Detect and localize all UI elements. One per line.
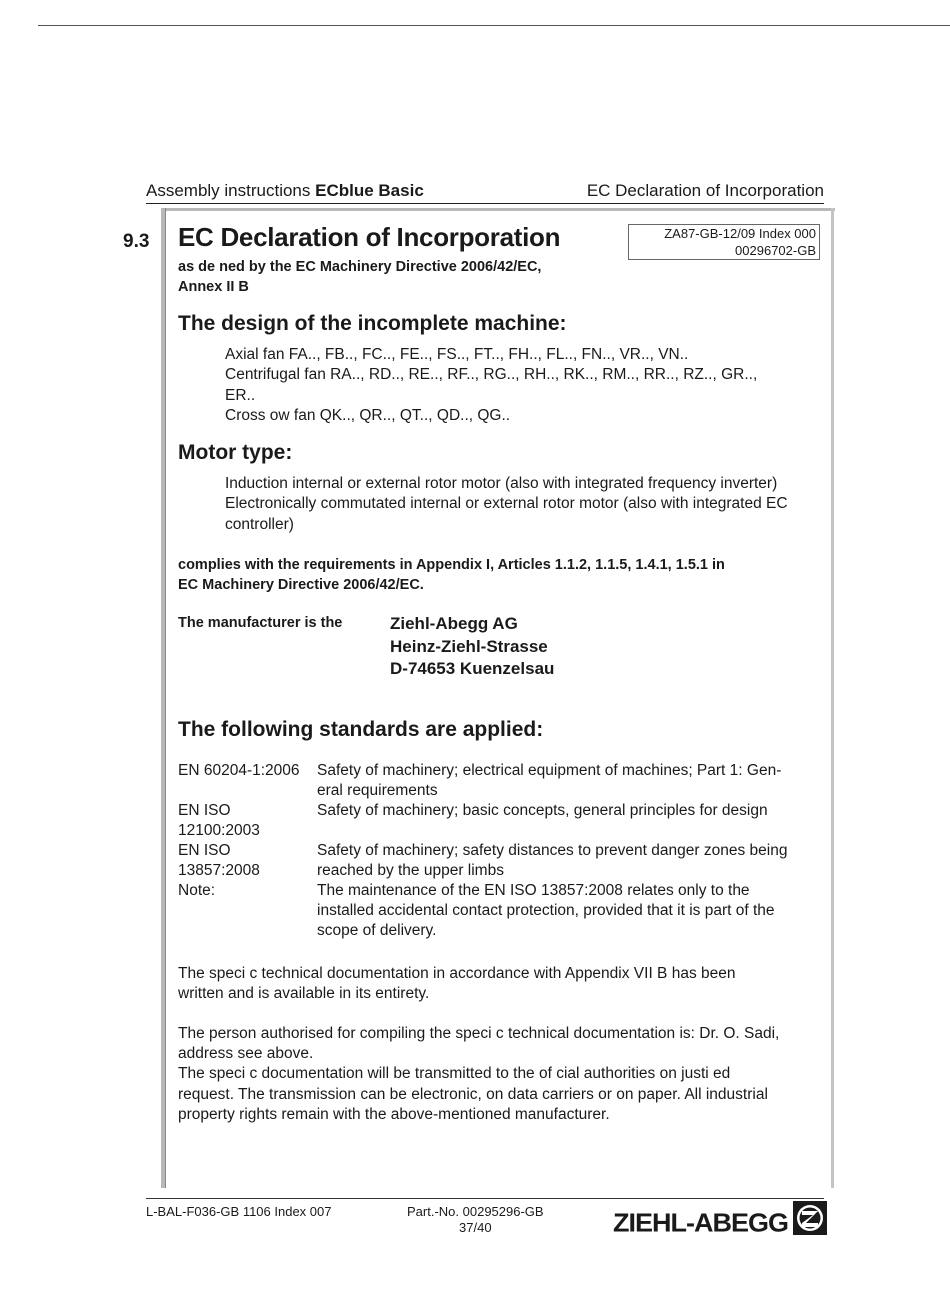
standards-table (178, 761, 828, 941)
standard-code (178, 781, 317, 801)
reference-number: 00296702-GB (735, 243, 816, 258)
standard-description: reached by the upper limbs (317, 862, 504, 879)
manufacturer-label: The manufacturer is the (178, 615, 343, 631)
page-header (146, 181, 824, 204)
design-line: Centrifugal fan RA.., RD.., RE.., RF.., RG.., RH.., RK.., RM.., RR.., RZ.., GR.., (225, 366, 758, 384)
header-prefix: Assembly instructions (146, 181, 316, 200)
standard-description: Safety of machinery; electrical equipment of machines; Part 1: Gen- (317, 762, 782, 779)
paragraph-line: request. The transmission can be electronic, on data carriers or on paper. All industrial (178, 1085, 768, 1103)
address-company: Ziehl-Abegg AG (390, 614, 518, 633)
standard-description: scope of delivery. (317, 922, 437, 939)
subtitle-line: Annex II B (178, 279, 249, 295)
footer-rule (146, 1198, 824, 1199)
ziehl-abegg-logo (613, 1200, 828, 1239)
logo-wordmark: ZIEHL-ABEGG (613, 1208, 788, 1238)
paragraph-line: property rights remain with the above-mentioned manufacturer. (178, 1105, 610, 1123)
design-line: Cross ow fan QK.., QR.., QT.., QD.., QG.. (225, 407, 511, 425)
section-number: 9.3 (123, 231, 150, 252)
footer-part-info (407, 1204, 544, 1236)
title-subtitle (178, 257, 541, 297)
paragraph-line: The speci c documentation will be transmitted to the of cial authorities on justi ed (178, 1065, 731, 1083)
standards-row (178, 881, 828, 901)
standards-row (178, 841, 828, 861)
standards-row (178, 861, 828, 881)
standard-code: EN 60204-1:2006 (178, 762, 300, 779)
standards-row (178, 801, 828, 821)
paragraph-line: address see above. (178, 1045, 314, 1063)
design-line: Axial fan FA.., FB.., FC.., FE.., FS.., FT.., FH.., FL.., FN.., VR.., VN.. (225, 346, 689, 363)
standard-code: EN ISO (178, 842, 231, 859)
frame-right-border (831, 208, 834, 1188)
frame-top-border (161, 208, 835, 211)
header-chapter-title: EC Declaration of Incorporation (586, 181, 824, 200)
address-street: Heinz-Ziehl-Strasse (390, 636, 548, 656)
footer-part-number: Part.-No. 00295296-GB (407, 1204, 544, 1219)
address-city: D-74653 Kuenzelsau (390, 659, 555, 678)
standard-description: Safety of machinery; safety distances to prevent danger zones being (317, 842, 788, 859)
reference-code: ZA87-GB-12/09 Index 000 (664, 226, 816, 241)
standard-description: The maintenance of the EN ISO 13857:2008 relates only to the (317, 882, 750, 899)
reference-box (628, 224, 820, 260)
standard-description: eral requirements (317, 782, 438, 799)
compliance-line: complies with the requirements in Appendix I, Articles 1.1.2, 1.1.5, 1.4.1, 1.5.1 in (178, 557, 725, 573)
motor-line: Induction internal or external rotor motor (also with integrated frequency inverter) (225, 475, 778, 492)
standards-row (178, 921, 828, 941)
motor-line: controller) (225, 515, 294, 533)
standard-description: installed accidental contact protection, provided that it is part of the (317, 902, 775, 919)
documentation-paragraph (178, 964, 826, 1004)
footer-document-reference: L-BAL-F036-GB 1106 Index 007 (146, 1204, 332, 1219)
standard-code: EN ISO (178, 802, 231, 819)
standards-row (178, 821, 828, 841)
motor-line: Electronically commutated internal or external rotor motor (also with integrated EC (225, 495, 788, 513)
standard-code: 12100:2003 (178, 822, 260, 839)
top-rule (38, 25, 950, 26)
motor-list (225, 474, 830, 535)
compliance-statement (178, 555, 828, 596)
standard-code: 13857:2008 (178, 862, 260, 879)
footer-page-number: 37/40 (459, 1220, 492, 1235)
standard-description: Safety of machinery; basic concepts, general principles for design (317, 802, 768, 819)
paragraph-line: written and is available in its entirety. (178, 985, 430, 1003)
standards-heading: The following standards are applied: (178, 718, 544, 741)
design-list (225, 345, 830, 427)
manufacturer-address (390, 613, 554, 681)
page-title: EC Declaration of Incorporation (178, 222, 561, 252)
standard-description (317, 821, 828, 841)
paragraph-line: The speci c technical documentation in accordance with Appendix VII B has been (178, 965, 736, 982)
standard-code (178, 921, 317, 941)
standards-row (178, 901, 828, 921)
standards-row (178, 781, 828, 801)
header-product: ECblue Basic (315, 181, 424, 200)
header-document-title (146, 181, 424, 201)
design-heading: The design of the incomplete machine: (178, 312, 567, 335)
subtitle-line: as de ned by the EC Machinery Directive 2006/42/EC, (178, 259, 542, 275)
compliance-line: EC Machinery Directive 2006/42/EC. (178, 577, 424, 594)
authorised-person-paragraph (178, 1024, 826, 1125)
paragraph-line: The person authorised for compiling the speci c technical documentation is: Dr. O. Sadi, (178, 1025, 780, 1042)
standards-row (178, 761, 828, 781)
frame-left-line (165, 208, 166, 1188)
logo-emblem-icon (792, 1200, 828, 1236)
standard-code (178, 901, 317, 921)
design-line: ER.. (225, 386, 256, 404)
standard-code: Note: (178, 882, 216, 899)
motor-heading: Motor type: (178, 441, 293, 464)
